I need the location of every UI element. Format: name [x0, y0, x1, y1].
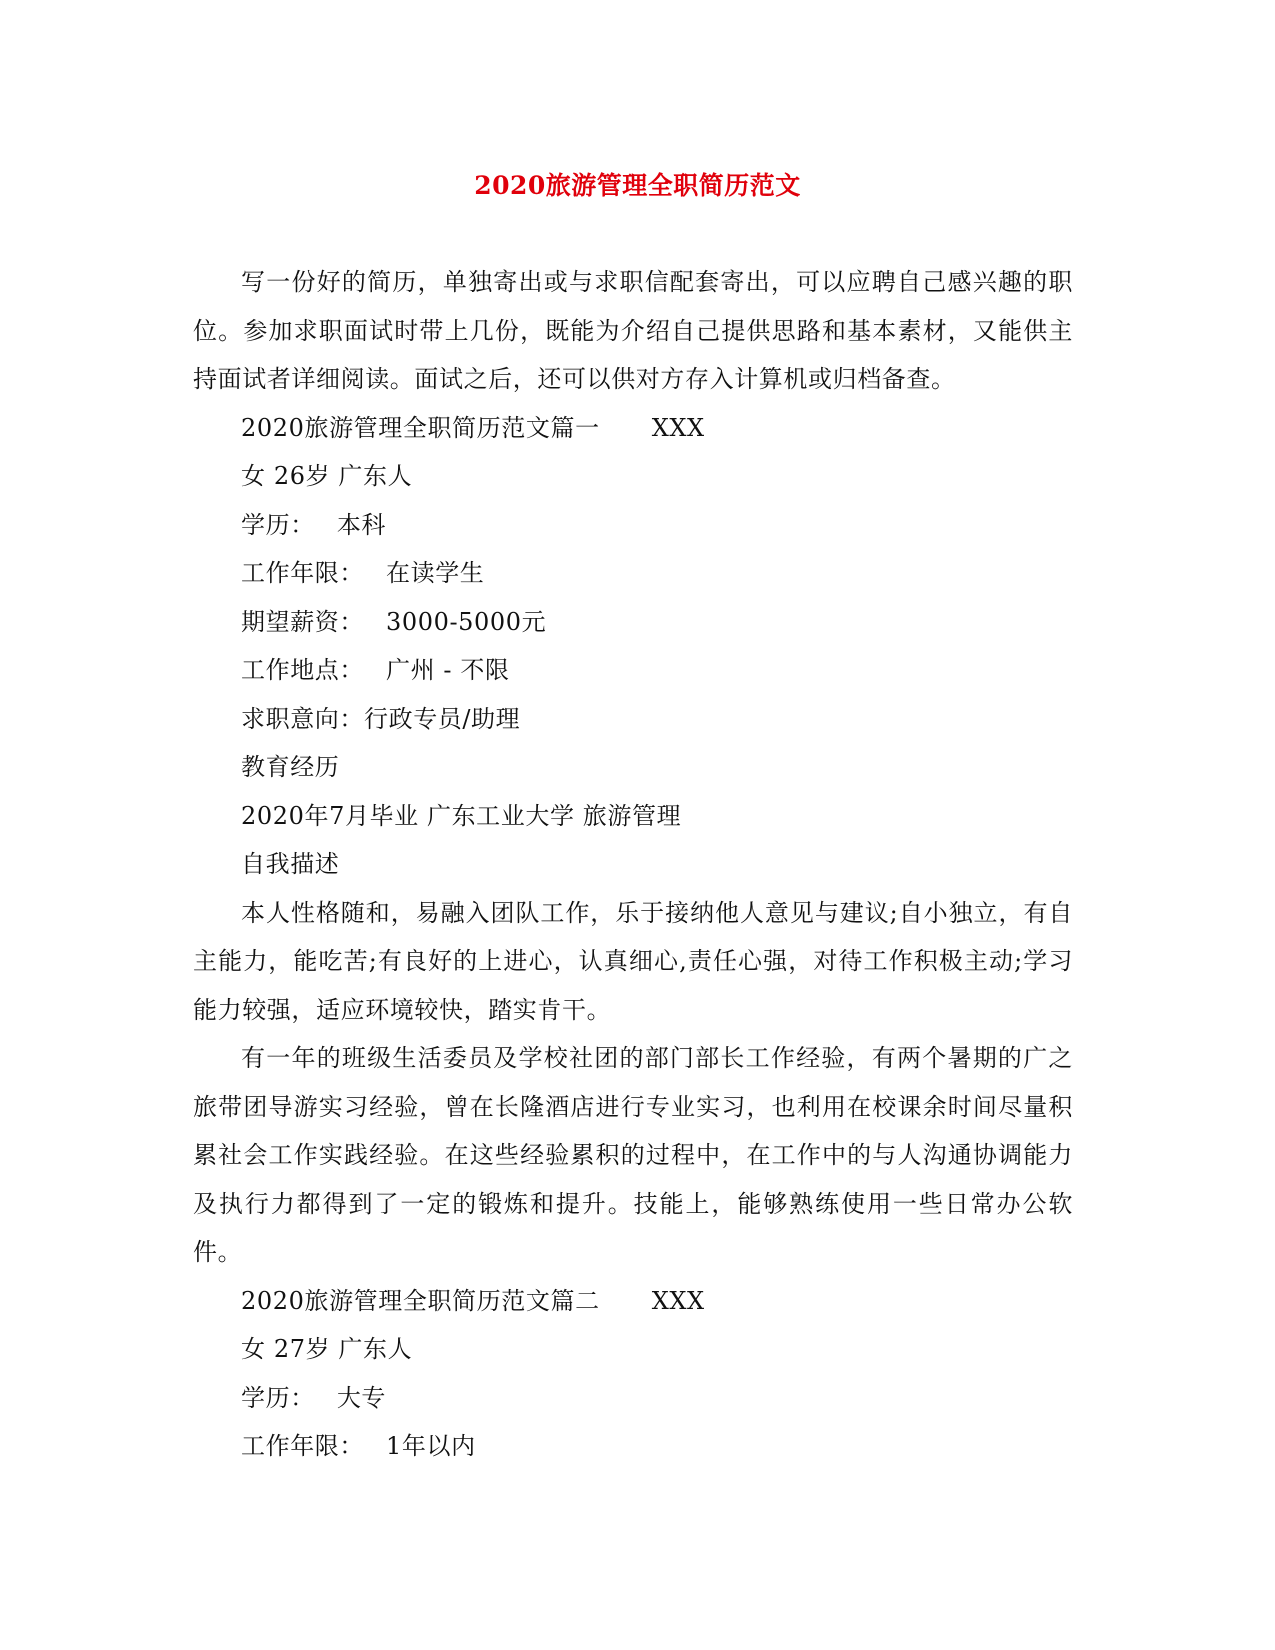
resume2-name: XXX	[651, 1286, 705, 1315]
resume2-heading-line	[193, 1277, 1073, 1326]
resume2-education-label: 学历：	[241, 1383, 315, 1412]
resume1-salary-label: 期望薪资：	[241, 607, 364, 636]
resume1-intent-label: 求职意向：	[241, 704, 364, 733]
resume1-education	[193, 501, 1073, 550]
resume2-education	[193, 1374, 1073, 1423]
resume1-education-label: 学历：	[241, 510, 315, 539]
resume1-intent-value: 行政专员/助理	[364, 704, 521, 733]
resume2-heading: 2020旅游管理全职简历范文篇二	[241, 1286, 600, 1315]
resume1-self-desc-heading: 自我描述	[241, 850, 340, 878]
resume1-intent	[193, 695, 1073, 744]
resume1-years-value: 在读学生	[386, 559, 485, 587]
resume1-salary	[193, 598, 1073, 647]
resume2-years-label: 工作年限：	[241, 1432, 364, 1460]
resume1-location-label: 工作地点：	[241, 656, 364, 684]
document-body	[193, 258, 1073, 1471]
resume1-location	[193, 646, 1073, 695]
resume2-years-value: 1年以内	[386, 1432, 476, 1460]
resume1-heading-line	[193, 404, 1073, 453]
resume1-years	[193, 549, 1073, 598]
resume2-profile: 女 27岁 广东人	[241, 1335, 413, 1363]
resume1-name: XXX	[651, 413, 705, 442]
resume1-years-label: 工作年限：	[241, 559, 364, 587]
document-title: 2020旅游管理全职简历范文	[474, 171, 801, 200]
resume1-heading: 2020旅游管理全职简历范文篇一	[241, 413, 600, 442]
intro-paragraph: 写一份好的简历，单独寄出或与求职信配套寄出，可以应聘自己感兴趣的职位。参加求职面试时带上几份，既能为介绍自己提供思路和基本素材，又能供主持面试者详细阅读。面试之后，还可以供对方存入计算机或归档备查。	[193, 268, 1073, 393]
resume2-education-value: 大专	[336, 1383, 387, 1412]
resume1-education-value: 本科	[336, 510, 387, 539]
resume1-edu-history-heading: 教育经历	[241, 753, 340, 781]
resume1-profile: 女 26岁 广东人	[241, 462, 413, 490]
resume1-salary-value: 3000-5000元	[386, 607, 547, 636]
resume1-edu-history: 2020年7月毕业 广东工业大学 旅游管理	[241, 801, 682, 830]
resume2-years	[193, 1422, 1073, 1471]
resume1-self-desc-2: 有一年的班级生活委员及学校社团的部门部长工作经验，有两个暑期的广之旅带团导游实习经验，曾在长隆酒店进行专业实习，也利用在校课余时间尽量积累社会工作实践经验。在这些经验累积的过程中，在工作中的与人沟通协调能力及执行力都得到了一定的锻炼和提升。技能上，能够熟练使用一些日常办公软件。	[193, 1044, 1073, 1266]
resume1-self-desc-1: 本人性格随和，易融入团队工作，乐于接纳他人意见与建议;自小独立，有自主能力，能吃苦;有良好的上进心，认真细心,责任心强，对待工作积极主动;学习能力较强，适应环境较快，踏实肯干。	[193, 898, 1073, 1024]
resume1-location-value: 广州 - 不限	[386, 656, 510, 684]
